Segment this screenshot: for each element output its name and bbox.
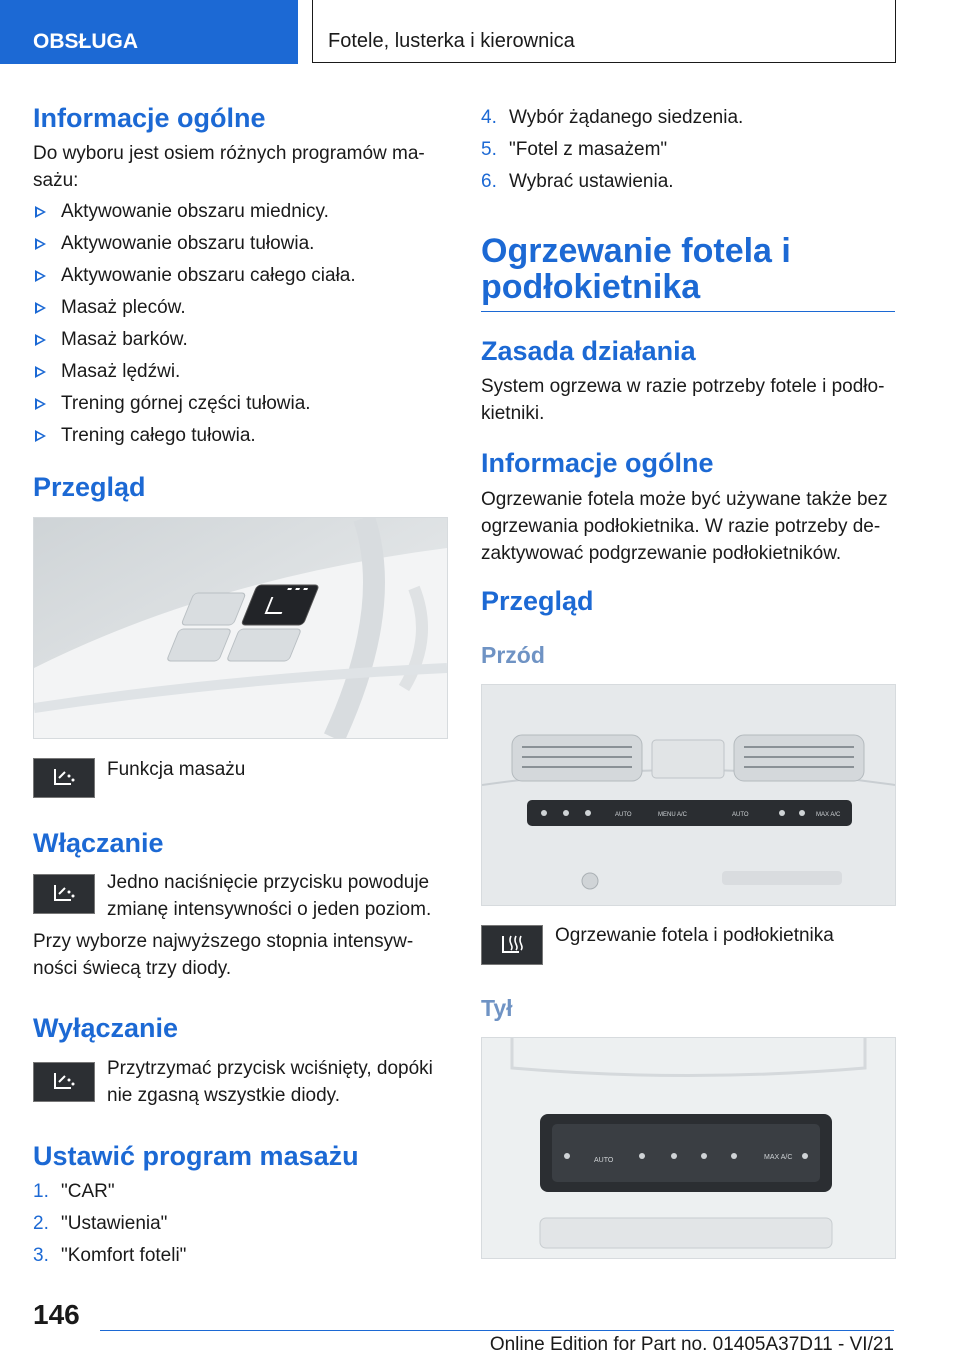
overview-heading-right: Przegląd — [481, 586, 594, 616]
heating-heading-line: podłokietnika — [481, 268, 701, 306]
front-auto-label-right: AUTO — [732, 812, 749, 818]
massage-icon-label: Funkcja masażu — [107, 759, 246, 780]
header-chapter-label: Fotele, lusterka i kierownica — [328, 30, 575, 52]
bullet-triangle-icon — [35, 366, 46, 378]
bullet-triangle-icon — [35, 238, 46, 250]
bullet-triangle-icon — [35, 334, 46, 346]
list-item: Masaż lędźwi. — [33, 356, 433, 388]
info-text-line: Ogrzewanie fotela może być używane także bez — [481, 489, 888, 510]
list-item: 5. "Fotel z masażem" — [481, 139, 668, 160]
principle-text-line: kietniki. — [481, 403, 545, 424]
front-panel-illustration — [482, 685, 895, 905]
bullet-triangle-icon — [35, 430, 46, 442]
massage-button-icon — [33, 874, 95, 914]
front-menu-label: MENU A/C — [658, 812, 688, 818]
massage-button-photo — [33, 517, 448, 739]
heating-heading-line: Ogrzewanie fotela i — [481, 232, 791, 270]
list-item: 2. "Ustawienia" — [33, 1213, 168, 1234]
list-item: Masaż pleców. — [33, 292, 433, 324]
rear-max-ac-label: MAX A/C — [764, 1154, 793, 1161]
info-heading-right: Informacje ogólne — [481, 448, 714, 478]
front-auto-label: AUTO — [615, 812, 632, 818]
bullet-triangle-icon — [35, 206, 46, 218]
on-text-line: Jedno naciśnięcie przycisku powoduje — [107, 872, 430, 893]
program-heading: Ustawić program masażu — [33, 1141, 359, 1171]
header-chapter-tab — [312, 0, 896, 63]
page-number: 146 — [33, 1299, 80, 1330]
list-item: 6. Wybrać ustawienia. — [481, 171, 674, 192]
front-max-ac-label: MAX A/C — [816, 812, 841, 818]
list-item: 3. "Komfort foteli" — [33, 1245, 187, 1266]
off-text-line: Przytrzymać przycisk wciśnięty, dopóki — [107, 1058, 433, 1079]
rear-auto-label: AUTO — [594, 1157, 614, 1164]
list-item: 4. Wybór żądanego siedzenia. — [481, 107, 744, 128]
on-para-line: ności świecą trzy diody. — [33, 958, 232, 979]
info-text-line: sażu: — [33, 170, 79, 191]
list-item: 1. "CAR" — [33, 1181, 115, 1202]
massage-function-icon — [33, 758, 95, 798]
list-item: Aktywowanie obszaru miednicy. — [33, 196, 433, 228]
program-steps-list-continued — [481, 102, 891, 198]
list-item: Masaż barków. — [33, 324, 433, 356]
principle-heading: Zasada działania — [481, 336, 696, 366]
rear-panel-illustration — [482, 1038, 895, 1258]
program-steps-list — [33, 1176, 433, 1272]
footer-divider — [100, 1330, 894, 1331]
massage-programs-list — [33, 196, 433, 452]
section-divider — [481, 311, 895, 312]
bullet-triangle-icon — [35, 398, 46, 410]
rear-climate-panel-photo — [481, 1037, 896, 1259]
list-item: Aktywowanie obszaru całego ciała. — [33, 260, 433, 292]
seat-heating-icon — [481, 925, 543, 965]
header-section-label: OBSŁUGA — [33, 30, 138, 53]
heating-icon-label: Ogrzewanie fotela i podłokietnika — [555, 925, 834, 946]
front-climate-panel-photo — [481, 684, 896, 906]
on-para-line: Przy wyborze najwyższego stopnia intensyw- — [33, 931, 414, 952]
front-subheading: Przód — [481, 642, 545, 668]
list-item: Aktywowanie obszaru tułowia. — [33, 228, 433, 260]
info-heading: Informacje ogólne — [33, 103, 266, 133]
info-text-line: Do wyboru jest osiem różnych programów ma- — [33, 143, 425, 164]
edition-text: Online Edition for Part no. 01405A37D11 - VI/21 — [489, 1334, 894, 1355]
rear-subheading: Tył — [481, 995, 513, 1021]
on-text-line: zmianę intensywności o jeden poziom. — [107, 899, 432, 920]
bullet-triangle-icon — [35, 270, 46, 282]
door-panel-illustration — [34, 518, 447, 738]
on-heading: Włączanie — [33, 828, 164, 858]
overview-heading: Przegląd — [33, 472, 146, 502]
list-item: Trening całego tułowia. — [33, 420, 433, 452]
bullet-triangle-icon — [35, 302, 46, 314]
off-heading: Wyłączanie — [33, 1013, 179, 1043]
massage-button-icon — [33, 1062, 95, 1102]
list-item: Trening górnej części tułowia. — [33, 388, 433, 420]
info-text-line: ogrzewania podłokietnika. W razie potrzeby de- — [481, 516, 881, 537]
header-section-tab — [0, 0, 298, 64]
off-text-line: nie zgasną wszystkie diody. — [107, 1085, 341, 1106]
principle-text-line: System ogrzewa w razie potrzeby fotele i podło- — [481, 376, 885, 397]
info-text-line: zaktywować podgrzewanie podłokietników. — [481, 543, 842, 564]
